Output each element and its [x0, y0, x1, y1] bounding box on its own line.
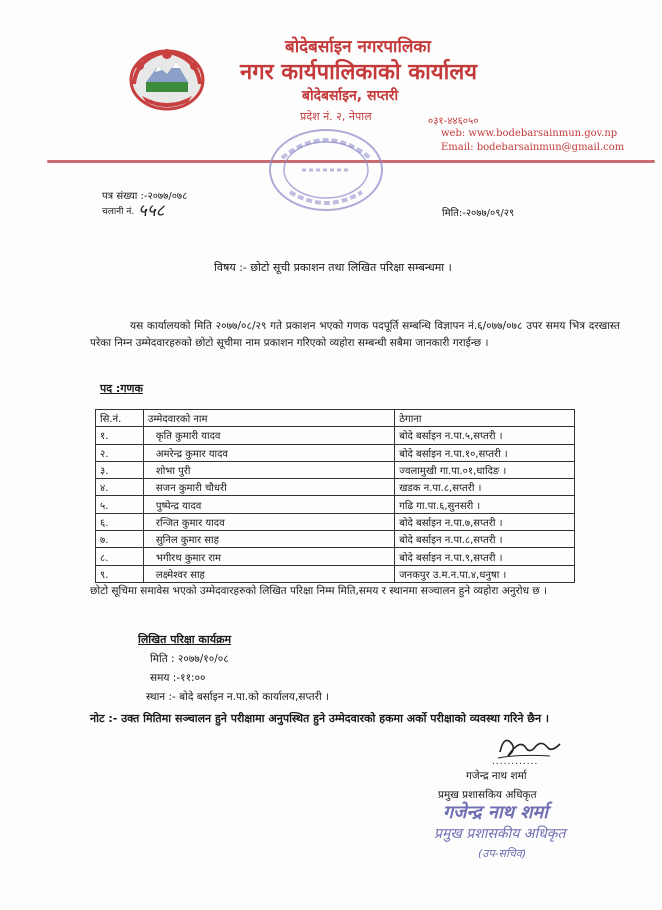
- row-candidate-name: पुष्पेन्द्र यादव: [143, 496, 394, 513]
- row-candidate-name: रन्जित कुमार यादव: [143, 513, 394, 530]
- exam-time: समय :-११:००: [150, 672, 206, 684]
- row-address: जनकपुर उ.म.न.पा.४,धनुषा ।: [395, 565, 575, 582]
- exam-schedule-title: लिखित परिक्षा कार्यक्रम: [138, 633, 232, 646]
- row-address: बोदे बर्साइन न.पा.७,सप्तरी ।: [395, 513, 575, 530]
- row-candidate-name: अमरेन्द्र कुमार यादव: [143, 444, 394, 461]
- dispatch-label: चलानी नं.: [102, 207, 135, 217]
- letter-date: मिति:-२०७७/०९/२९: [442, 208, 515, 219]
- header-address: ठेगाना: [395, 410, 575, 427]
- exam-venue: स्थान :- बोदे बर्साइन न.पा.को कार्यालय,सप्तरी ।: [146, 691, 329, 703]
- signature-dots: ............: [492, 757, 539, 767]
- office-location: बोदेबर्साइन, सप्तरी: [302, 88, 399, 104]
- row-address: बोदे बर्साइन न.पा.८,सप्तरी ।: [395, 531, 575, 548]
- municipality-name: बोदेबर्साइन नगरपालिका: [285, 37, 431, 57]
- row-serial: १.: [96, 427, 144, 444]
- exam-notice-paragraph: छोटो सूचिमा समावेस भएको उम्मेदवारहरुको लिखित परिक्षा निम्म मिति,समय र स्थानमा सञ्चालन हुने व्यहोरा अनुरोध छ ।: [90, 585, 548, 597]
- row-address: बोदे बर्साइन न.पा.९,सप्तरी ।: [395, 548, 575, 565]
- row-candidate-name: सुनिल कुमार साह: [143, 531, 394, 548]
- row-address: खडक न.पा.८,सप्तरी ।: [395, 479, 575, 496]
- row-candidate-name: लक्ष्मेश्वर साह: [143, 565, 394, 582]
- row-candidate-name: सजन कुमारी चौधरी: [143, 479, 394, 496]
- row-serial: ६.: [96, 513, 144, 530]
- row-serial: ८.: [96, 548, 144, 565]
- subject-line: विषय :- छोटो सूची प्रकाशन तथा लिखित परिक्षा सम्बन्धमा ।: [214, 261, 452, 274]
- table-header-row: [96, 410, 575, 427]
- table-row: [96, 427, 575, 444]
- website: web: www.bodebarsainmun.gov.np: [441, 128, 618, 139]
- stamp-name: गजेन्द्र नाथ शर्मा: [443, 802, 548, 823]
- row-serial: ५.: [96, 496, 144, 513]
- row-address: बोदे बर्साइन न.पा.१०,सप्तरी ।: [395, 444, 575, 461]
- row-address: गढि गा.पा.६,सुनसरी ।: [395, 496, 575, 513]
- note-paragraph: नोट :- उक्त मितिमा सञ्चालन हुने परीक्षामा अनुपस्थित हुने उम्मेदवारको हकमा अर्को परीक्षाको व्यवस्था गरिने छैन ।: [90, 712, 550, 725]
- table-row: [96, 444, 575, 461]
- row-serial: २.: [96, 444, 144, 461]
- row-candidate-name: भगीरथ कुमार राम: [143, 548, 394, 565]
- table-row: [96, 461, 575, 478]
- exam-date: मिति : २०७७/१०/०८: [150, 653, 229, 665]
- table-row: [96, 496, 575, 513]
- row-serial: ९.: [96, 565, 144, 582]
- row-serial: ७.: [96, 531, 144, 548]
- email: Email: bodebarsainmun@gmail.com: [441, 142, 625, 153]
- row-candidate-name: शोभा पुरी: [143, 461, 394, 478]
- stamp-subtitle: (उप-सचिव): [478, 847, 527, 860]
- post-label: पद :गणक: [100, 382, 143, 395]
- header-name: उम्मेदवारको नाम: [143, 410, 394, 427]
- table-row: [96, 479, 575, 496]
- dispatch-number: ५५८: [138, 201, 165, 221]
- phone-number: ०३१-४४६०५०: [428, 116, 479, 127]
- table-row: [96, 513, 575, 530]
- signatory-title: प्रमुख प्रशासकिय अधिकृत: [438, 789, 537, 801]
- table-row: [96, 565, 575, 582]
- row-serial: ४.: [96, 479, 144, 496]
- table-body: [96, 427, 575, 583]
- intro-paragraph: यस कार्यालयको मिति २०७७/०८/२९ गते प्रकाशन भएको गणक पदपूर्ति सम्बन्धि विज्ञापन नं.६/०७७/०७८ उपर समय भित्र दरखास्त परेका निम्न उम्मेदवारहरुको छोटो सूचीमा नाम प्रकाशन गरिएको व्यहोरा सम्बन्धी सबैमा जानकारी गराईन्छ ।: [90, 320, 620, 349]
- letter-number: पत्र संख्या :-२०७७/०७८: [102, 191, 188, 202]
- nepal-emblem-icon: [128, 44, 206, 112]
- stamp-title: प्रमुख प्रशासकीय अधिकृत: [434, 826, 566, 842]
- candidate-table: [95, 409, 575, 583]
- row-address: बोदे बर्साइन न.पा.५,सप्तरी ।: [395, 427, 575, 444]
- row-address: ज्वलामुखी गा.पा.०१,धादिङ ।: [395, 461, 575, 478]
- office-name: नगर कार्यपालिकाको कार्यालय: [240, 60, 477, 85]
- signatory-name: गजेन्द्र नाथ शर्मा: [466, 770, 527, 782]
- table-row: [96, 548, 575, 565]
- row-serial: ३.: [96, 461, 144, 478]
- table-row: [96, 531, 575, 548]
- header-serial: सि.नं.: [96, 410, 144, 427]
- office-seal-stamp: [262, 118, 390, 218]
- row-candidate-name: कृति कुमारी यादव: [143, 427, 394, 444]
- province: प्रदेश नं. २, नेपाल: [300, 110, 372, 123]
